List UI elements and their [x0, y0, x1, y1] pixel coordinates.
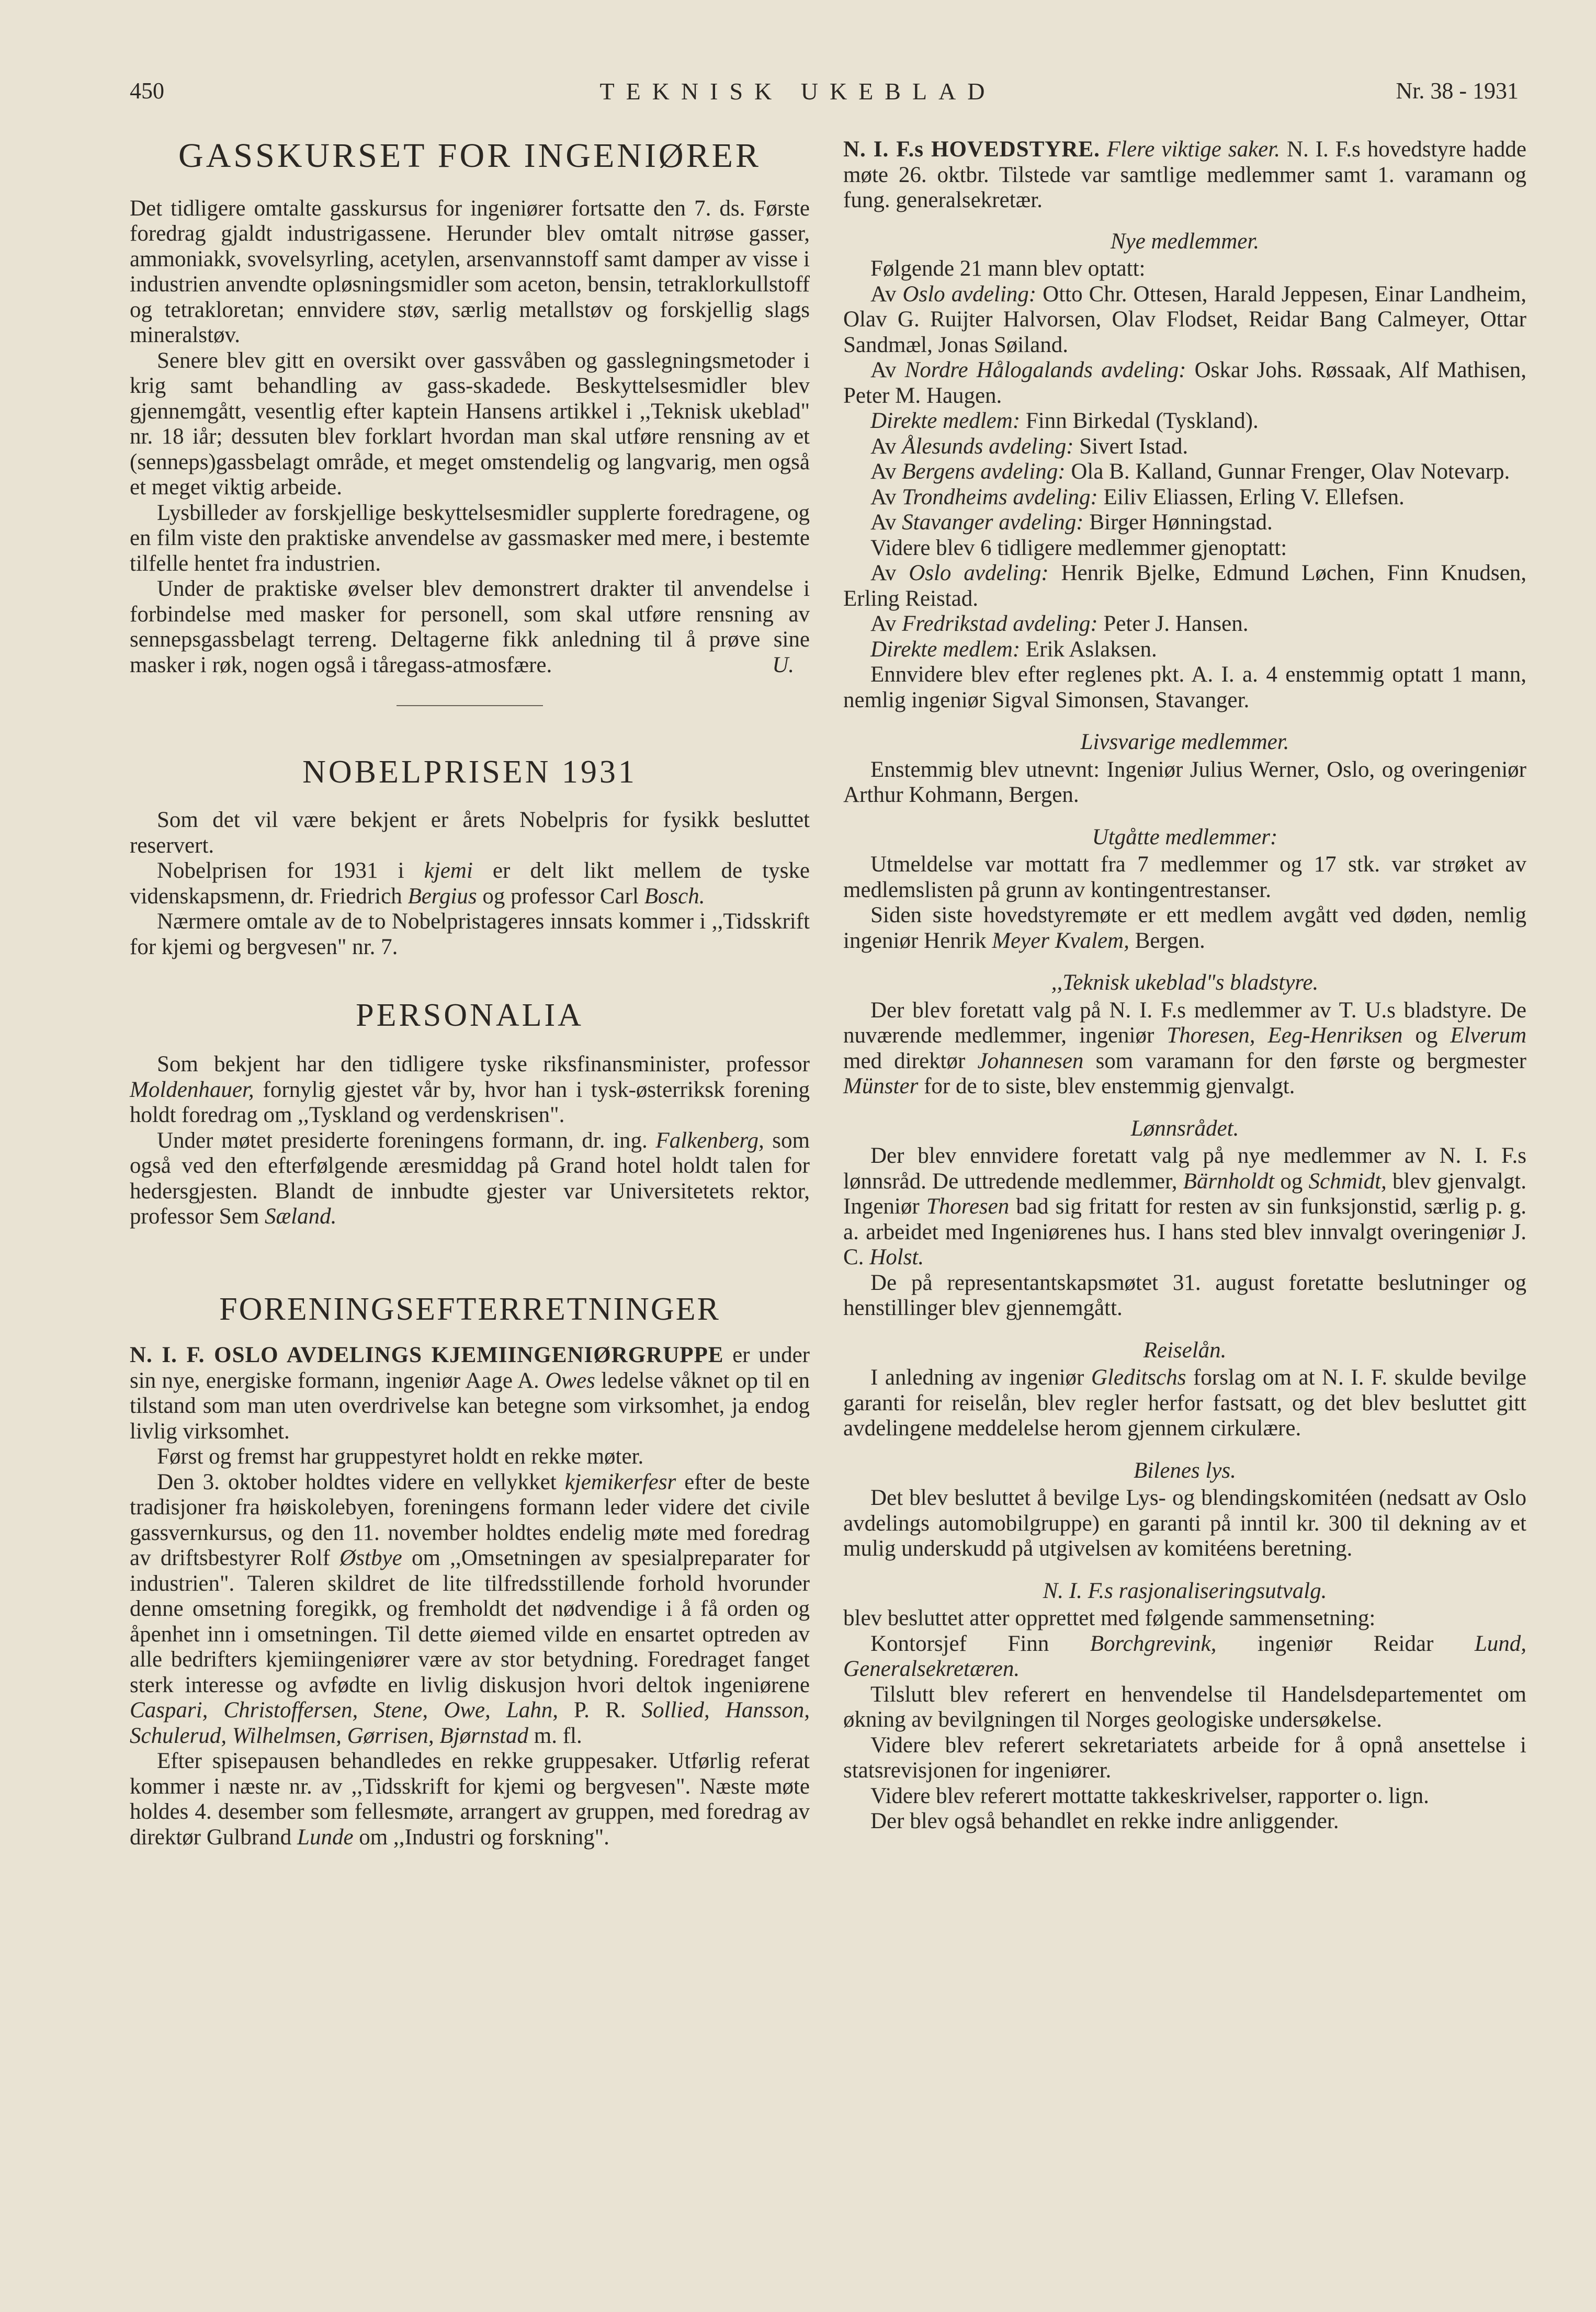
nye-line-5: Av Ålesunds avdeling: Sivert Istad.	[870, 434, 1188, 459]
nye-line-8: Av Stavanger avdeling: Birger Hønningstad.	[870, 510, 1273, 535]
page-number: 450	[130, 78, 164, 104]
rasjonalisering-paragraph-4: Videre blev referert sekretariatets arbeide for å opnå ansettelse i statsrevisjonen for ingeniører.	[843, 1732, 1526, 1783]
bilenes-lys-heading: Bilenes lys.	[1134, 1458, 1236, 1483]
foren-paragraph-2: Først og fremst har gruppestyret holdt en rekke møter.	[157, 1444, 644, 1469]
bilenes-lys-paragraph: Det blev besluttet å bevilge Lys- og blendingskomitéen (nedsatt av Oslo avdelings automobilgruppe) en garanti på inntil kr. 300 til dekning av et mulig underskudd på utgivelsen av komitéens beretning.	[843, 1486, 1526, 1561]
reiselan-heading: Reiselån.	[1143, 1338, 1227, 1363]
nye-line-2: Av Oslo avdeling: Otto Chr. Ottesen, Harald Jeppesen, Einar Landheim, Olav G. Ruijter Halvorsen, Olav Flodset, Reidar Bang Calmeyer, Ottar Sandmæl, Jonas Søiland.	[843, 281, 1526, 357]
foren-paragraph-1: N. I. F. OSLO AVDELINGS KJEMIINGENIØRGRUPPE er under sin nye, energiske formann, ingeniør Aage A. Owes ledelse våknet op til en tilstand som man uten overdrivelse kan betegne som virksomhet, ja endog livlig virksomhet.	[130, 1343, 810, 1444]
bladstyre-heading: ,,Teknisk ukeblad"s bladstyre.	[1051, 970, 1319, 995]
nobel-paragraph-1: Som det vil være bekjent er årets Nobelpris for fysikk besluttet reservert.	[130, 808, 810, 858]
nye-line-13: Ennvidere blev efter reglenes pkt. A. I. a. 4 enstemmig optatt 1 mann, nemlig ingeniør Sigval Simonsen, Stavanger.	[843, 662, 1526, 712]
personalia-paragraph-1: Som bekjent har den tidligere tyske riksfinansminister, professor Moldenhauer, fornylig gjestet vår by, hvor han i tysk-østerriksk forening holdt foredrag om ,,Tyskland og verdenskrisen".	[130, 1052, 810, 1128]
nye-line-1: Følgende 21 mann blev optatt:	[870, 256, 1146, 281]
section-divider	[397, 705, 543, 706]
nye-medlemmer-heading: Nye medlemmer.	[1110, 229, 1260, 254]
nobel-paragraph-3: Nærmere omtale av de to Nobelpristageres innsats kommer i ,,Tidsskrift for kjemi og bergvesen" nr. 7.	[130, 909, 810, 959]
reiselan-paragraph: I anledning av ingeniør Gleditschs forslag om at N. I. F. skulde bevilge garanti for reiselån, blev regler herfor fastsatt, og det blev besluttet gitt avdelingene meddelelse herom gjennem cirkulære.	[843, 1365, 1526, 1441]
bladstyre-paragraph: Der blev foretatt valg på N. I. F.s medlemmer av T. U.s bladstyre. De nuværende medlemmer, ingeniør Thoresen, Eeg-Henriksen og Elverum med direktør Johannesen som varamann for den første og bergmester Münster for de to siste, blev enstemmig gjenvalgt.	[843, 998, 1526, 1098]
nobelprisen-heading: NOBELPRISEN 1931	[302, 754, 637, 790]
foren-paragraph-4: Efter spisepausen behandledes en rekke gruppesaker. Utførlig referat kommer i næste nr. av ,,Tidsskrift for kjemi og bergvesen". Næste møte holdes 4. desember som fellesmøte, arrangert av gruppen, med foredrag av direktør Gulbrand Lunde om ,,Industri og forskning".	[130, 1749, 810, 1850]
personalia-paragraph-2: Under møtet presiderte foreningens formann, dr. ing. Falkenberg, som også ved den efterfølgende æresmiddag på Grand hotel holdt talen for hedersgjesten. Blandt de innbudte gjester var Universitetets rektor, professor Sem Sæland.	[130, 1128, 810, 1229]
utgatte-paragraph-1: Utmeldelse var mottatt fra 7 medlemmer og 17 stk. var strøket av medlemslisten på grunn av kontingentrestanser.	[843, 852, 1526, 902]
gass-signature: U.	[772, 652, 794, 677]
gass-paragraph-1: Det tidligere omtalte gasskursus for ingeniører fortsatte den 7. ds. Første foredrag gjaldt industrigassene. Herunder blev omtalt nitrøse gasser, ammoniakk, svovelsyrling, acetylen, arsenvannstoff samt damper av visse i industrien anvendte opløsningsmidler som aceton, bensin, tetraklorkullstoff og tetrakloretan; ennvidere støv, særlig metallstøv og forskjellig slags mineralstøv.	[130, 196, 810, 348]
nye-line-3: Av Nordre Hålogalands avdeling: Oskar Johs. Røssaak, Alf Mathisen, Peter M. Haugen.	[843, 358, 1526, 408]
gass-paragraph-4: Under de praktiske øvelser blev demonstrert drakter til anvendelse i forbindelse med masker for personell, som skal utføre rensning av sennepsgassbelagt terreng. Deltagerne fikk anledning til å prøve sine masker i røk, nogen også i tåregass-atmosfære. U.	[130, 576, 810, 677]
kjemiingenior-lead: N. I. F. OSLO AVDELINGS KJEMIINGENIØRGRUPPE	[130, 1343, 724, 1368]
lonnsradet-paragraph-1: Der blev ennvidere foretatt valg på nye medlemmer av N. I. F.s lønnsråd. De uttredende medlemmer, Bärnholdt og Schmidt, blev gjenvalgt. Ingeniør Thoresen bad sig fritatt for resten av sin funksjonstid, særlig p. g. a. arbeidet med Ingeniørenes hus. I hans sted blev innvalgt overingeniør J. C. Holst.	[843, 1143, 1527, 1270]
nye-line-11: Av Fredrikstad avdeling: Peter J. Hansen.	[870, 611, 1249, 636]
livsvarige-paragraph: Enstemmig blev utnevnt: Ingeniør Julius Werner, Oslo, og overingeniør Arthur Kohmann, Bergen.	[843, 757, 1526, 807]
nye-line-4: Direkte medlem: Finn Birkedal (Tyskland).	[870, 409, 1259, 433]
page-header	[0, 77, 1596, 109]
rasjonalisering-paragraph-1: blev besluttet atter opprettet med følgende sammensetning:	[843, 1606, 1376, 1630]
rasjonalisering-paragraph-3: Tilslutt blev referert en henvendelse til Handelsdepartementet om økning av bevilgningen til Norges geologiske undersøkelse.	[843, 1682, 1526, 1732]
foreningsefterretninger-heading: FORENINGSEFTERRETNINGER	[219, 1291, 720, 1327]
nye-line-10: Av Oslo avdeling: Henrik Bjelke, Edmund Løchen, Finn Knudsen, Erling Reistad.	[843, 561, 1526, 611]
rasjonalisering-paragraph-2: Kontorsjef Finn Borchgrevink, ingeniør Reidar Lund, Generalsekretæren.	[843, 1631, 1526, 1681]
nye-line-12: Direkte medlem: Erik Aslaksen.	[870, 637, 1157, 662]
gass-paragraph-3: Lysbilleder av forskjellige beskyttelsesmidler supplerte foredragene, og en film viste den praktiske anvendelse av gassmasker med mere, i bestemte tilfelle hentet fra industrien.	[130, 500, 810, 576]
utgatte-heading: Utgåtte medlemmer:	[1092, 824, 1278, 849]
foren-paragraph-3: Den 3. oktober holdtes videre en vellykket kjemikerfesr efter de beste tradisjoner fra høiskolebyen, foreningens formann leder videre det civile gassvernkursus, og den 11. november holdtes endelig møte med foredrag av driftsbestyrer Rolf Østbye om ,,Omsetningen av spesialpreparater for industrien". Taleren skildret de lite tilfredsstillende forhold hvorunder denne omsetning foregikk, og fremholdt det nødvendige i å få orden og åpenhet inn i omsetningen. Til dette øiemed vilde en ensartet optreden av alle bedrifters kjemiingeniører være av stor betydning. Foredraget fanget sterk interesse og avfødte en livlig diskusjon hvori deltok ingeniørene Caspari, Christoffersen, Stene, Owe, Lahn, P. R. Sollied, Hansson, Schulerud, Wilhelmsen, Gørrisen, Bjørnstad m. fl.	[130, 1469, 810, 1748]
personalia-heading: PERSONALIA	[356, 998, 584, 1034]
livsvarige-heading: Livsvarige medlemmer.	[1080, 730, 1289, 754]
rasjonalisering-paragraph-6: Der blev også behandlet en rekke indre anliggender.	[870, 1809, 1339, 1833]
lonnsradet-paragraph-2: De på representantskapsmøtet 31. august foretatte beslutninger og henstillinger blev gjennemgått.	[843, 1270, 1526, 1320]
lonnsradet-heading: Lønnsrådet.	[1130, 1116, 1239, 1141]
rasjonalisering-paragraph-5: Videre blev referert mottatte takkeskrivelser, rapporter o. lign.	[870, 1783, 1429, 1808]
gasskurset-heading: GASSKURSET FOR INGENIØRER	[178, 137, 761, 175]
issue-number: Nr. 38 - 1931	[1396, 78, 1519, 104]
right-column	[843, 137, 1526, 1834]
rasjonalisering-heading: N. I. F.s rasjonaliseringsutvalg.	[1043, 1578, 1327, 1603]
left-column	[130, 137, 810, 1850]
gass-paragraph-2: Senere blev gitt en oversikt over gassvåben og gasslegningsmetoder i krig samt behandling av gass-skadede. Beskyttelsesmidler blev gjennemgått, vesentlig efter kaptein Hansens artikkel i ,,Teknisk ukeblad" nr. 18 iår; dessuten blev forklart hvordan man skal utføre rensning av et (senneps)gassbelagt område, et meget omstendelig og langvarig, men også et meget viktig arbeide.	[130, 348, 810, 500]
nobel-paragraph-2: Nobelprisen for 1931 i kjemi er delt likt mellem de tyske videnskapsmenn, dr. Friedrich Bergius og professor Carl Bosch.	[130, 858, 810, 909]
nye-line-7: Av Trondheims avdeling: Eiliv Eliassen, Erling V. Ellefsen.	[870, 484, 1405, 509]
hovedstyre-lead: N. I. F.s HOVEDSTYRE. Flere viktige saker. N. I. F.s hovedstyre hadde møte 26. oktbr. Tilstede var samtlige medlemmer samt 1. varamann og fung. generalsekretær.	[843, 137, 1527, 212]
utgatte-paragraph-2: Siden siste hovedstyremøte er ett medlem avgått ved døden, nemlig ingeniør Henrik Meyer Kvalem, Bergen.	[843, 903, 1526, 953]
nye-line-6: Av Bergens avdeling: Ola B. Kalland, Gunnar Frenger, Olav Notevarp.	[870, 459, 1510, 484]
journal-title: TEKNISK UKEBLAD	[599, 78, 997, 105]
nye-line-9: Videre blev 6 tidligere medlemmer gjenoptatt:	[870, 535, 1287, 560]
